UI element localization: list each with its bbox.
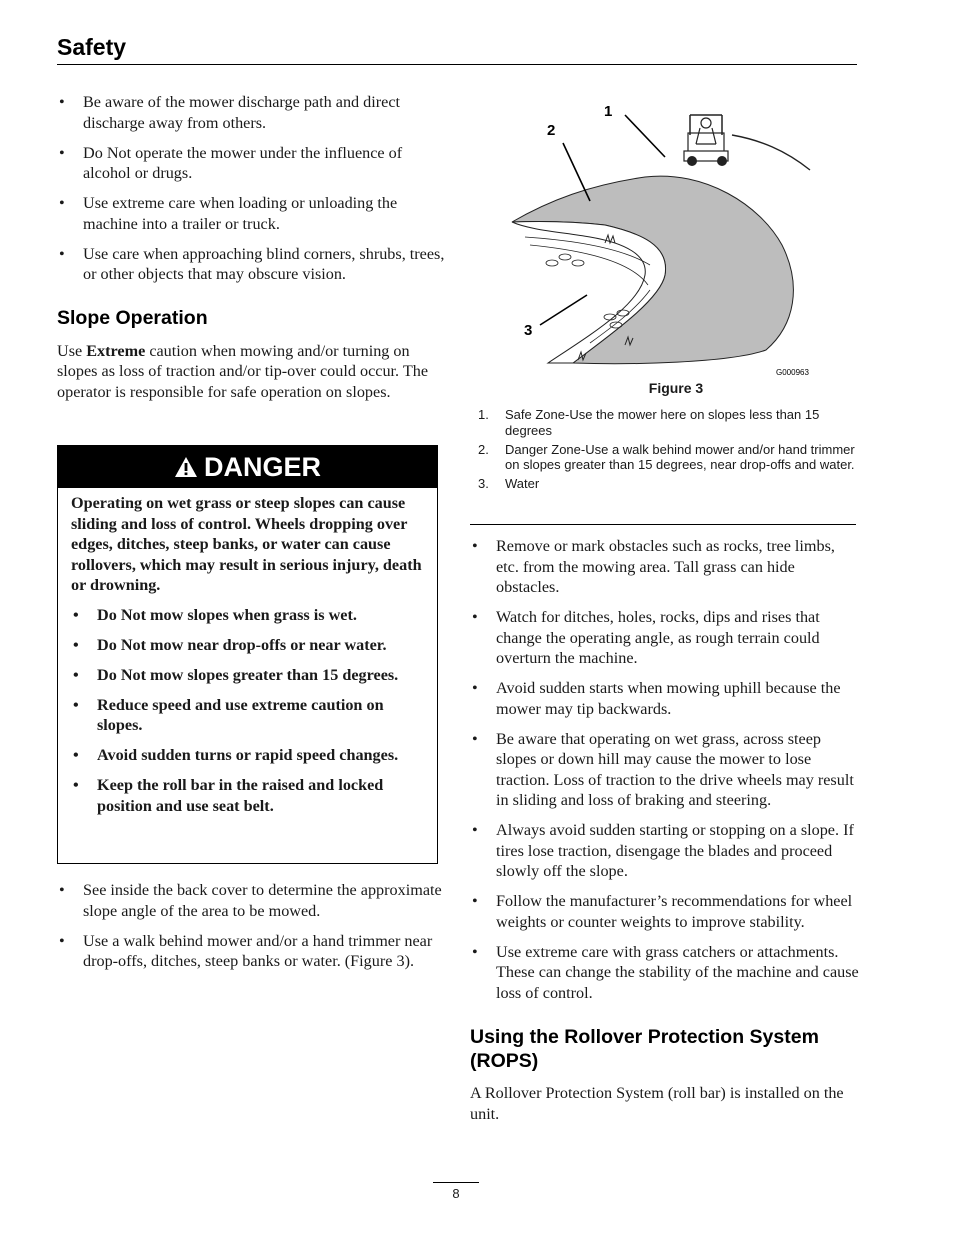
list-item: • Avoid sudden turns or rapid speed changes. xyxy=(73,746,399,764)
list-item: • Watch for ditches, holes, rocks, dips and rises that change the operating angle, as rough terrain could overturn the machine. xyxy=(472,608,820,667)
list-item: • See inside the back cover to determine the approximate slope angle of the area to be mowed. xyxy=(59,881,442,920)
list-item: • Use extreme care with grass catchers or attachments. These can change the stability of the machine and cause loss of control. xyxy=(472,942,859,1002)
water-ripple xyxy=(559,254,571,260)
list-item: • Use care when approaching blind corners, shrubs, trees, or other objects that may obscure vision. xyxy=(59,244,445,283)
bullet-glyph: • xyxy=(73,695,79,714)
slope-intro-paragraph: Use Extreme caution when mowing and/or turning on slopes as loss of traction and/or tip-over could occur. The operator is responsible for safe operation on slopes. xyxy=(57,341,429,401)
list-item: • Follow the manufacturer’s recommendations for wheel weights or counter weights to improve stability. xyxy=(472,892,853,931)
callout-3: 3 xyxy=(524,322,533,339)
bullet-glyph: • xyxy=(472,892,478,910)
list-item: • Do Not mow slopes greater than 15 degrees. xyxy=(73,665,399,684)
figure-legend xyxy=(478,407,858,495)
page-header-title: Safety xyxy=(57,34,127,60)
danger-list xyxy=(71,605,424,817)
left-column xyxy=(57,92,445,402)
list-item: • Do Not mow slopes when grass is wet. xyxy=(73,605,357,624)
bullet-glyph: • xyxy=(472,821,478,839)
list-item: • Avoid sudden starts when mowing uphill because the mower may tip backwards. xyxy=(472,679,841,718)
list-item: • Do Not mow near drop-offs or near water. xyxy=(73,635,387,654)
bullet-glyph: • xyxy=(472,537,478,555)
list-item: • Always avoid sudden starting or stopping on a slope. If tires lose traction, disengage the blades and proceed slowly off the slope. xyxy=(472,821,854,880)
bullet-glyph: • xyxy=(472,942,478,961)
figure-code: G000963 xyxy=(776,368,809,377)
list-item: • Use a walk behind mower and/or a hand trimmer near drop-offs, ditches, steep banks or water. (Figure 3). xyxy=(59,931,433,970)
callout-2: 2 xyxy=(547,122,556,139)
header-divider xyxy=(57,64,857,65)
slope-tips-list xyxy=(57,880,445,972)
list-item: • Keep the roll bar in the raised and locked position and use seat belt. xyxy=(73,776,384,815)
callout-leader-1 xyxy=(625,115,665,157)
warning-triangle-icon xyxy=(174,456,198,478)
rops-paragraph: A Rollover Protection System (roll bar) is installed on the unit. xyxy=(470,1084,844,1123)
bullet-glyph: • xyxy=(73,635,79,654)
list-item: • Reduce speed and use extreme caution on slopes. xyxy=(73,695,384,734)
bullet-glyph: • xyxy=(73,665,79,684)
slope-hazards-list xyxy=(470,536,860,1003)
danger-body xyxy=(58,488,437,816)
footer-divider xyxy=(433,1182,479,1183)
slope-edge-line xyxy=(732,135,810,170)
bullet-glyph: • xyxy=(59,194,65,212)
bullet-glyph: • xyxy=(73,746,79,764)
danger-header xyxy=(58,446,437,488)
bullet-glyph: • xyxy=(59,143,65,162)
bullet-glyph: • xyxy=(73,605,79,624)
list-item: • Use extreme care when loading or unloading the machine into a trailer or truck. xyxy=(59,194,398,233)
riding-mower-illustration xyxy=(684,115,728,166)
legend-item: 2. Danger Zone-Use a walk behind mower and/or hand trimmer on slopes greater than 15 degrees, near drop-offs and water. xyxy=(478,441,855,472)
bullet-glyph: • xyxy=(472,679,478,697)
page-number: 8 xyxy=(452,1186,460,1201)
figure-caption: Figure 3 xyxy=(648,380,704,396)
legend-item: 3. Water xyxy=(478,476,540,491)
bullet-glyph: • xyxy=(472,729,478,748)
bullet-glyph: • xyxy=(59,881,65,899)
danger-title: DANGER xyxy=(203,451,321,482)
bullet-glyph: • xyxy=(59,93,65,111)
danger-callout xyxy=(57,445,438,864)
bullet-glyph: • xyxy=(59,244,65,263)
general-safety-list xyxy=(57,92,445,285)
bullet-glyph: • xyxy=(59,931,65,950)
list-item: • Be aware that operating on wet grass, across steep slopes or down hill may cause the mower to lose traction. Loss of traction to the drive wheels may result in sliding and loss of braking and steering. xyxy=(472,729,854,809)
right-column xyxy=(470,536,860,1124)
slope-zones-illustration xyxy=(470,95,860,385)
list-item: • Do Not operate the mower under the influence of alcohol or drugs. xyxy=(59,143,403,182)
bullet-glyph: • xyxy=(73,776,79,794)
danger-warning-text: Operating on wet grass or steep slopes can cause sliding and loss of control. Wheels dropping over edges, ditches, steep banks, or water can cause rollovers, which may result in serious injury, death or drowning. xyxy=(71,494,422,594)
legend-divider xyxy=(470,524,856,525)
rops-heading: Using the Rollover Protection System (ROPS) xyxy=(470,1026,819,1072)
list-item: • Remove or mark obstacles such as rocks, tree limbs, etc. from the mowing area. Tall grass can hide obstacles. xyxy=(472,537,835,596)
slope-operation-heading: Slope Operation xyxy=(57,306,208,329)
legend-item: 1. Safe Zone-Use the mower here on slopes less than 15 degrees xyxy=(478,407,820,438)
water-ripple xyxy=(546,260,558,266)
water-ripple xyxy=(572,260,584,266)
bullet-glyph: • xyxy=(472,608,478,626)
figure-3-illustration xyxy=(470,95,860,385)
callout-1: 1 xyxy=(604,103,613,120)
list-item: • Be aware of the mower discharge path and direct discharge away from others. xyxy=(59,93,401,132)
callout-leader-3 xyxy=(540,295,587,325)
left-bottom-section xyxy=(57,880,445,981)
